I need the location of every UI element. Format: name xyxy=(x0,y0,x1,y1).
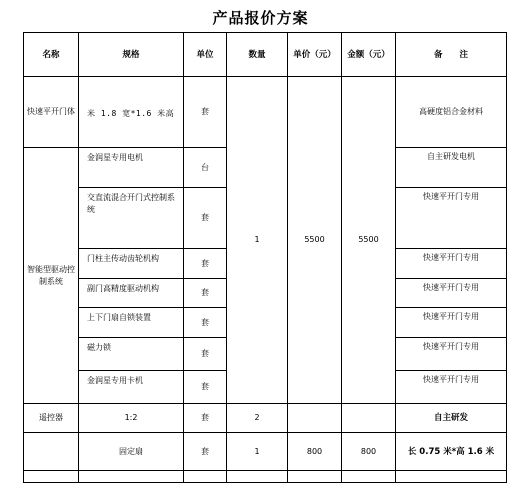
cell-spec-drive-7: 金润星专用卡机 xyxy=(79,371,184,404)
cell-remark-drive-6: 快速平开门专用 xyxy=(396,338,507,371)
cell-remark-drive-4: 快速平开门专用 xyxy=(396,279,507,308)
cell-unit-price-remote xyxy=(288,404,342,433)
table-row-door xyxy=(24,77,507,148)
cell-spec-drive-5: 上下门扇自锁装置 xyxy=(79,308,184,338)
cell-remark-drive-1: 自主研发电机 xyxy=(396,148,507,188)
header-name: 名称 xyxy=(24,33,79,77)
cell-unit-price-fixed: 800 xyxy=(288,433,342,471)
header-row xyxy=(24,33,507,77)
cell-unit-price-main: 5500 xyxy=(288,77,342,404)
cell-unit-drive-7: 套 xyxy=(184,371,227,404)
cell-remark-drive-2: 快速平开门专用 xyxy=(396,188,507,249)
cell-name-fixed xyxy=(24,433,79,471)
cell-unit-drive-6: 套 xyxy=(184,338,227,371)
cell-unit-drive-1: 台 xyxy=(184,148,227,188)
table-row-fixed xyxy=(24,433,507,471)
cell-spec-fixed: 固定扇 xyxy=(79,433,184,471)
header-unit-price: 单价（元） xyxy=(288,33,342,77)
cell-spec-drive-2: 交直流混合开门式控制系统 xyxy=(79,188,184,249)
cell-spec-remote: 1:2 xyxy=(79,404,184,433)
cell-remark-fixed: 长 0.75 米*高 1.6 米 xyxy=(396,433,507,471)
cell-unit-door: 套 xyxy=(184,77,227,148)
cell-qty-remote: 2 xyxy=(227,404,288,433)
document-title: 产品报价方案 xyxy=(212,9,309,27)
header-amount: 金额（元） xyxy=(342,33,396,77)
cell-unit-drive-2: 套 xyxy=(184,188,227,249)
cell-unit-drive-5: 套 xyxy=(184,308,227,338)
cell-amount-remote xyxy=(342,404,396,433)
cell-remark-remote: 自主研发 xyxy=(396,404,507,433)
cell-spec-drive-6: 磁力锁 xyxy=(79,338,184,371)
header-qty: 数量 xyxy=(227,33,288,77)
cell-remark-drive-7: 快速平开门专用 xyxy=(396,371,507,404)
cell-unit-drive-3: 套 xyxy=(184,249,227,279)
header-spec: 规格 xyxy=(79,33,184,77)
cell-unit-drive-4: 套 xyxy=(184,279,227,308)
cell-spec-drive-3: 门柱主传动齿轮机构 xyxy=(79,249,184,279)
header-remark: 备 注 xyxy=(396,33,507,77)
cell-spec-drive-1: 金润星专用电机 xyxy=(79,148,184,188)
cell-remark-drive-3: 快速平开门专用 xyxy=(396,249,507,279)
header-unit: 单位 xyxy=(184,33,227,77)
cell-remark-door: 高硬度铝合金材料 xyxy=(396,77,507,148)
cell-name-remote: 遥控器 xyxy=(24,404,79,433)
table-row-partial xyxy=(24,471,507,483)
cell-amount-main: 5500 xyxy=(342,77,396,404)
cell-unit-remote: 套 xyxy=(184,404,227,433)
cell-name-door: 快速平开门体 xyxy=(24,77,79,148)
cell-qty-main: 1 xyxy=(227,77,288,404)
cell-remark-drive-5: 快速平开门专用 xyxy=(396,308,507,338)
cell-qty-fixed: 1 xyxy=(227,433,288,471)
cell-spec-door: 米 1.8 宽*1.6 米高 xyxy=(79,77,184,148)
cell-spec-drive-4: 副门高精度驱动机构 xyxy=(79,279,184,308)
cell-amount-fixed: 800 xyxy=(342,433,396,471)
table-row-remote xyxy=(24,404,507,433)
cell-name-drive: 智能型驱动控制系统 xyxy=(24,148,79,404)
cell-unit-fixed: 套 xyxy=(184,433,227,471)
quote-table xyxy=(23,32,507,483)
